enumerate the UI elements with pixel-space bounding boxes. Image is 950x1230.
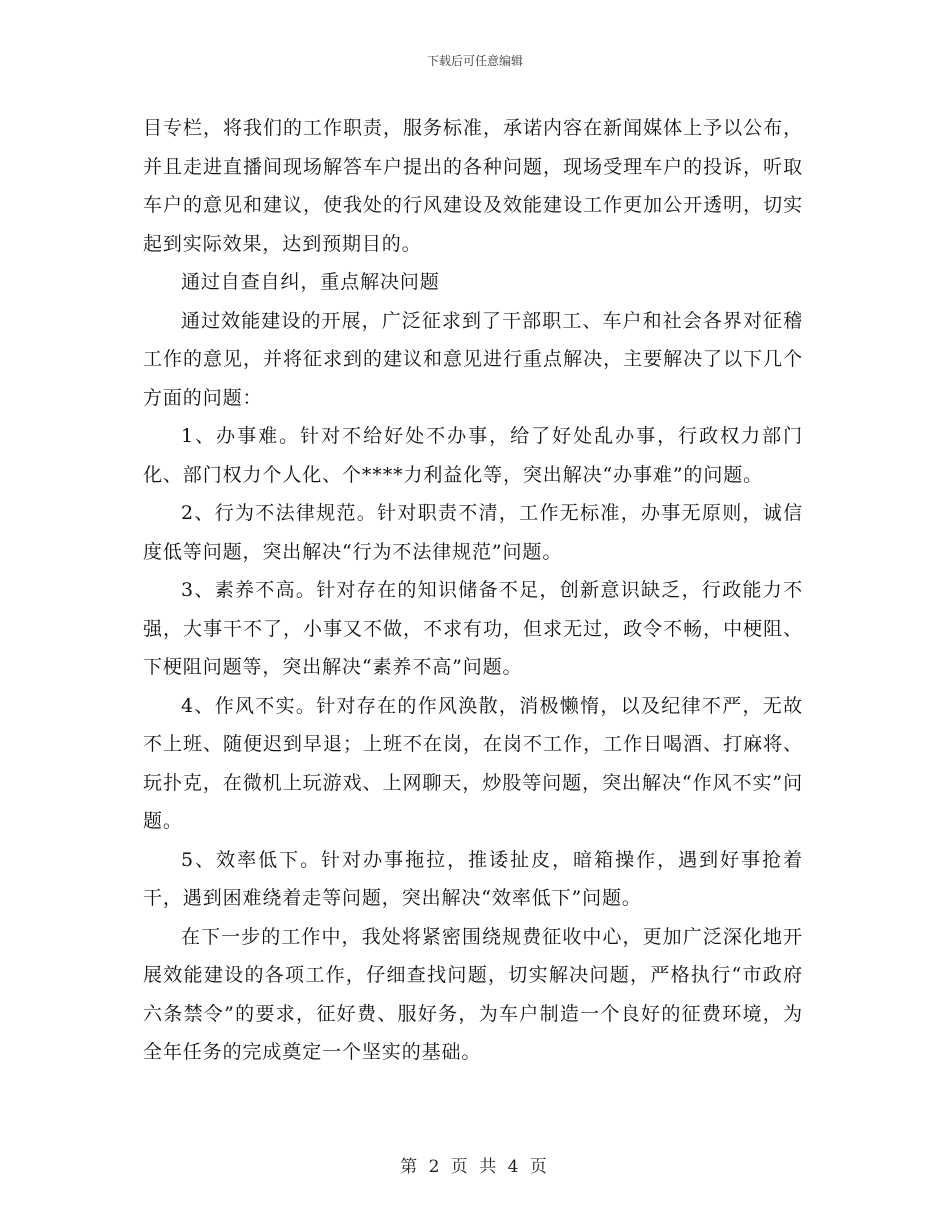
list-item-4: 4、作风不实。针对存在的作风涣散，消极懒惰，以及纪律不严，无故不上班、随便迟到早退；上班不在岗，在岗不工作，工作日喝酒、打麻将、玩扑克，在微机上玩游戏、上网聊天，炒股等问题，突出解决“作风不实”问题。: [143, 694, 803, 832]
list-item-1: 1、办事难。针对不给好处不办事，给了好处乱办事，行政权力部门化、部门权力个人化、个****力利益化等，突出解决“办事难”的问题。: [143, 425, 803, 486]
page-number: 第 2 页 共 4 页: [400, 1157, 550, 1177]
paragraph-intro: 通过效能建设的开展，广泛征求到了干部职工、车户和社会各界对征稽工作的意见，并将征求到的建议和意见进行重点解决，主要解决了以下几个方面的问题：: [143, 309, 803, 409]
list-item-3: 3、素养不高。针对存在的知识储备不足，创新意识缺乏，行政能力不强，大事干不了，小事又不做，不求有功，但求无过，政令不畅，中梗阻、下梗阻问题等，突出解决“素养不高”问题。: [143, 579, 803, 678]
list-item-5: 5、效率低下。针对办事拖拉，推诿扯皮，暗箱操作，遇到好事抢着干，遇到困难绕着走等问题，突出解决“效率低下”问题。: [143, 848, 803, 909]
paragraph-continuation: 目专栏，将我们的工作职责，服务标准，承诺内容在新闻媒体上予以公布，并且走进直播间现场解答车户提出的各种问题，现场受理车户的投诉，听取车户的意见和建议，使我处的行风建设及效能建设工作更加公开透明，切实起到实际效果，达到预期目的。: [143, 117, 803, 255]
document-body: [143, 109, 803, 1072]
section-heading: 通过自查自纠，重点解决问题: [181, 271, 440, 293]
list-item-2: 2、行为不法律规范。针对职责不清，工作无标准，办事无原则，诚信度低等问题，突出解决“行为不法律规范”问题。: [143, 502, 803, 563]
paragraph-conclusion: 在下一步的工作中，我处将紧密围绕规费征收中心，更加广泛深化地开展效能建设的各项工作，仔细查找问题，切实解决问题，严格执行“市政府六条禁令”的要求，征好费、服好务，为车户制造一个良好的征费环境，为全年任务的完成奠定一个坚实的基础。: [143, 925, 803, 1063]
page-header: 下载后可任意编辑: [426, 54, 523, 68]
